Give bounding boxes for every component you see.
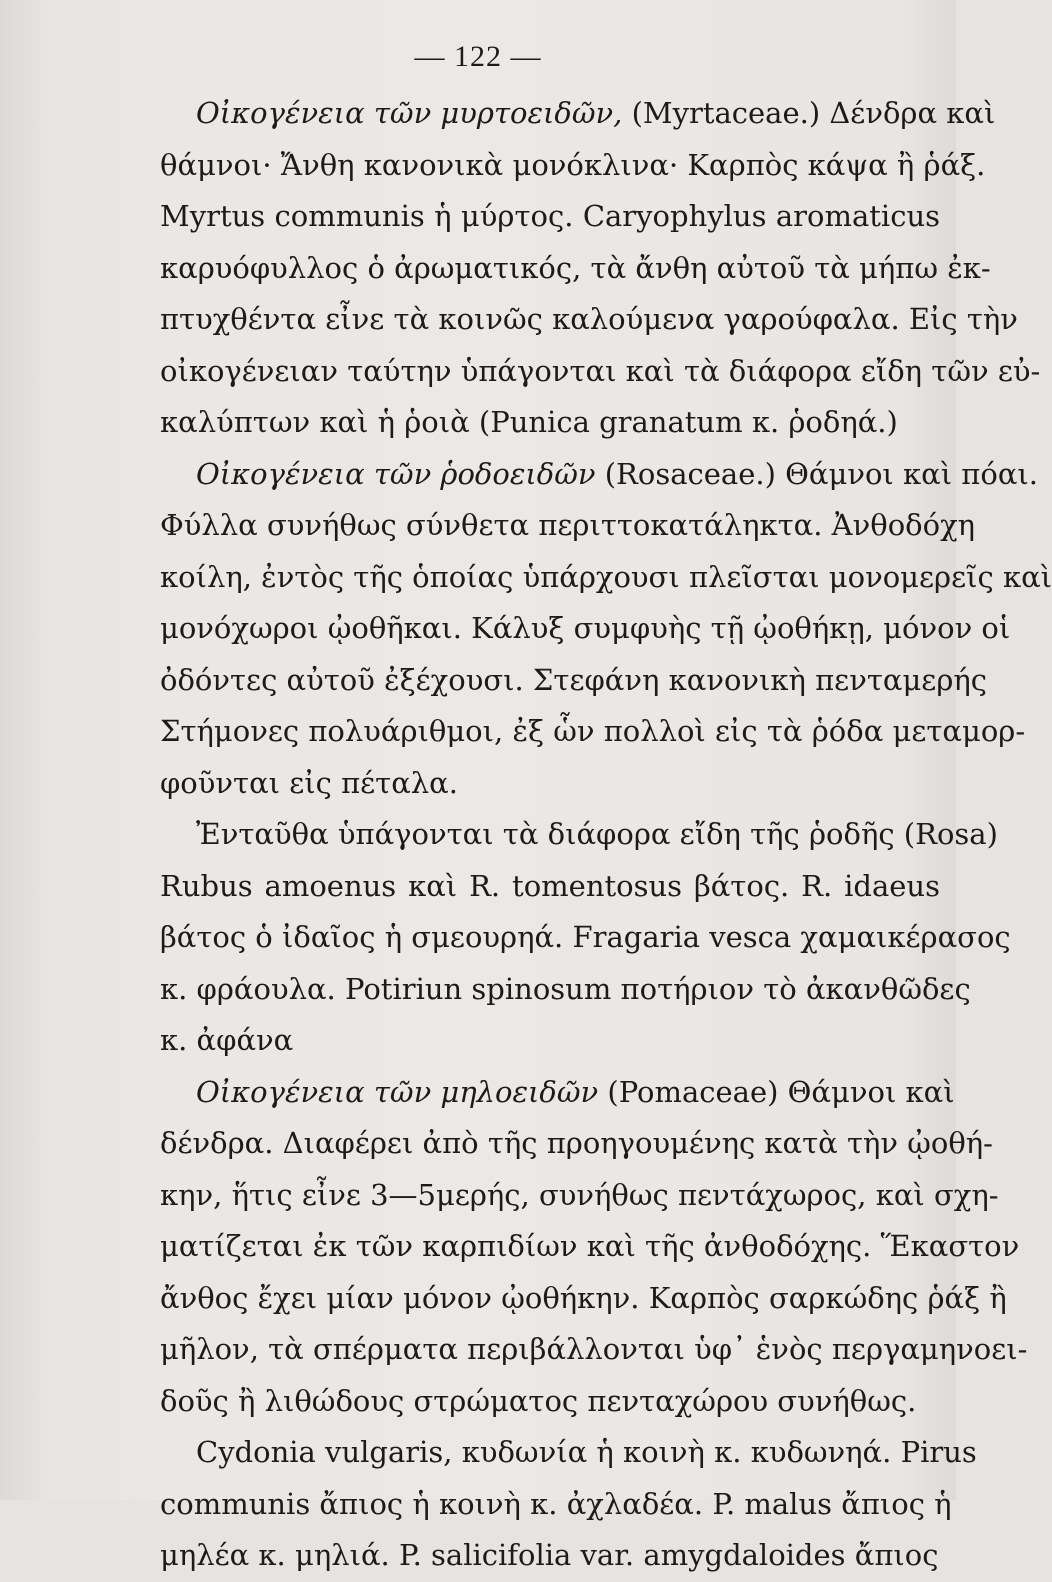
family-heading: Οἰκογένεια τῶν μηλοειδῶν — [196, 1074, 608, 1109]
text-line: Myrtus communis ἡ μύρτος. Caryophylus aromaticus — [160, 199, 940, 233]
text-line: Οἰκογένεια τῶν μυρτοειδῶν, (Myrtaceae.) Δένδρα καὶ — [196, 96, 996, 130]
text-line: Στήμονες πολυάριθμοι, ἐξ ὧν πολλοὶ εἰς τὰ ῥόδα μεταμορ- — [160, 714, 1026, 748]
text-line: Οἰκογένεια τῶν μηλοειδῶν (Pomaceae) Θάμνοι καὶ — [196, 1074, 955, 1109]
text-line: Ἐνταῦθα ὑπάγονται τὰ διάφορα εἴδη τῆς ῥοδῆς (Rosa) — [196, 817, 998, 851]
text-line: Οἰκογένεια τῶν ῥοδοειδῶν (Rosaceae.) Θάμνοι καὶ πόαι. — [196, 456, 1038, 491]
text-line: θάμνοι· Ἄνθη κανονικὰ μονόκλινα· Καρπὸς κάψα ἢ ῥάξ. — [160, 147, 986, 182]
text-line: Rubus amoenus καὶ R. tomentosus βάτος. R. idaeus — [160, 868, 940, 903]
page-text — [160, 88, 1052, 1582]
text-line: κ. φράουλα. Potiriun spinosum ποτήριον τὸ ἀκανθῶδες — [160, 971, 971, 1006]
text-line: δοῦς ἢ λιθώδους στρώματος πενταχώρου συνήθως. — [160, 1383, 917, 1418]
text-line: κ. ἀφάνα — [160, 1023, 294, 1057]
text-line: καλύπτων καὶ ἡ ῥοιὰ (Punica granatum κ. ῥοδηά.) — [160, 405, 898, 439]
text-line: κην, ἥτις εἶνε 3—5μερής, συνήθως πεντάχωρος, καὶ σχη- — [160, 1177, 999, 1212]
family-heading: Οἰκογένεια τῶν μυρτοειδῶν, — [196, 96, 632, 130]
text-line: δένδρα. Διαφέρει ἀπὸ τῆς προηγουμένης κατὰ τὴν ᾠοθή- — [160, 1126, 993, 1160]
text-line: καρυόφυλλος ὁ ἀρωματικός, τὰ ἄνθη αὐτοῦ τὰ μήπω ἐκ- — [160, 250, 991, 285]
text-line: ὀδόντες αὐτοῦ ἐξέχουσι. Στεφάνη κανονικὴ πενταμερής — [160, 662, 987, 697]
text-line: κοίλη, ἐντὸς τῆς ὁποίας ὑπάρχουσι πλεῖσται μονομερεῖς καὶ — [160, 559, 1052, 594]
text-line: μηλέα κ. μηλιά. P. salicifolia var. amygdaloides ἄπιος — [160, 1538, 939, 1572]
text-line: μῆλον, τὰ σπέρματα περιβάλλονται ὑφ᾽ ἑνὸς περγαμηνοει- — [160, 1332, 1028, 1366]
text-line: βάτος ὁ ἰδαῖος ἡ σμεουρηά. Fragaria vesca χαμαικέρασος — [160, 920, 1011, 954]
family-heading: Οἰκογένεια τῶν ῥοδοειδῶν — [196, 456, 605, 491]
text-line: Cydonia vulgaris, κυδωνία ἡ κοινὴ κ. κυδωνηά. Pirus — [196, 1435, 977, 1469]
text-line: communis ἄπιος ἡ κοινὴ κ. ἀχλαδέα. P. malus ἄπιος ἡ — [160, 1486, 952, 1521]
text-line: πτυχθέντα εἶνε τὰ κοινῶς καλούμενα γαρούφαλα. Εἰς τὴν — [160, 302, 1018, 336]
text-line: οἰκογένειαν ταύτην ὑπάγονται καὶ τὰ διάφορα εἴδη τῶν εὐ- — [160, 353, 1041, 388]
text-line: ματίζεται ἐκ τῶν καρπιδίων καὶ τῆς ἀνθοδόχης. Ἕκαστον — [160, 1229, 1020, 1263]
text-line: Φύλλα συνήθως σύνθετα περιττοκατάληκτα. Ἀνθοδόχη — [160, 508, 976, 542]
text-line: φοῦνται εἰς πέταλα. — [160, 765, 458, 800]
text-line: ἄνθος ἔχει μίαν μόνον ᾠοθήκην. Καρπὸς σαρκώδης ῥάξ ἢ — [160, 1280, 1007, 1315]
text-line: μονόχωροι ᾠοθῆκαι. Κάλυξ συμφυὴς τῇ ᾠοθήκῃ, μόνον οἱ — [160, 611, 1011, 645]
page-number: — 122 — — [414, 40, 542, 73]
